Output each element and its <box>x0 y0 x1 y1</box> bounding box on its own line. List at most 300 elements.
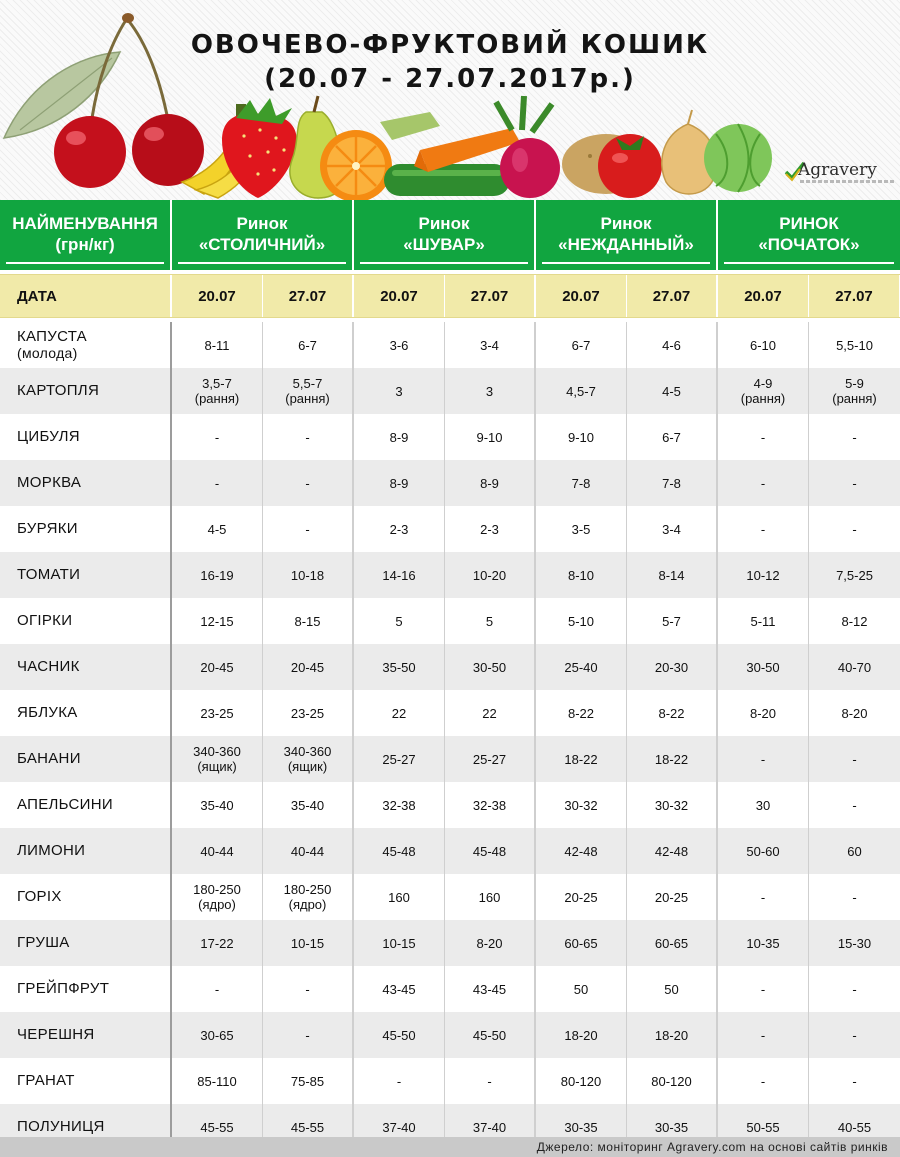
price-value: 5,5-10 <box>836 337 873 353</box>
date-cell: 27.07 <box>445 275 536 317</box>
price-value: 23-25 <box>290 705 325 721</box>
price-cell <box>263 460 354 506</box>
table-row <box>0 506 900 552</box>
price-cell <box>627 322 718 368</box>
price-value: 340-360 <box>283 744 332 759</box>
price-cell <box>445 322 536 368</box>
price-value: 20-25 <box>654 889 689 905</box>
price-cell <box>172 920 263 966</box>
price-value: 20-25 <box>564 889 598 905</box>
price-value: 45-55 <box>200 1119 234 1135</box>
price-cell <box>627 828 718 874</box>
price-cell <box>536 460 627 506</box>
price-value: 20-45 <box>290 659 325 675</box>
price-cell <box>172 1058 263 1104</box>
price-value: 60-65 <box>654 935 689 951</box>
price-value: - <box>214 429 220 445</box>
price-value: 3,5-7 <box>202 376 232 391</box>
price-value: 75-85 <box>290 1073 325 1089</box>
price-cell <box>445 460 536 506</box>
product-name <box>0 690 172 736</box>
price-cell <box>354 966 445 1012</box>
price-value: 10-15 <box>382 935 416 951</box>
price-cell <box>718 598 809 644</box>
price-value: 18-20 <box>564 1027 598 1043</box>
beet-icon <box>496 96 560 198</box>
product-name-text: ТОМАТИ <box>17 566 81 583</box>
price-value: 42-48 <box>654 843 689 859</box>
date-row <box>0 274 900 318</box>
price-cell <box>263 368 354 414</box>
page-title <box>0 28 900 96</box>
price-cell <box>445 598 536 644</box>
price-value: 12-15 <box>200 613 234 629</box>
price-cell <box>718 644 809 690</box>
product-name <box>0 414 172 460</box>
table-row <box>0 1012 900 1058</box>
price-cell <box>172 368 263 414</box>
price-cell <box>172 782 263 828</box>
price-cell <box>172 736 263 782</box>
price-value: 80-120 <box>651 1073 692 1089</box>
source-footer: Джерело: моніторинг Agravery.com на основі сайтів ринків <box>0 1137 900 1157</box>
price-value: 3 <box>395 383 403 399</box>
price-value: - <box>852 1027 857 1043</box>
price-value: - <box>852 429 857 445</box>
market-header-pochatok: РИНОК «ПОЧАТОК» <box>718 200 900 270</box>
price-value: 6-10 <box>749 337 777 353</box>
product-name-note: (молода) <box>17 345 78 361</box>
price-value: - <box>852 797 857 813</box>
price-cell <box>809 598 900 644</box>
product-name-text: ПОЛУНИЦЯ <box>17 1118 105 1135</box>
price-cell <box>627 690 718 736</box>
price-value: 8-9 <box>389 475 409 491</box>
price-value: - <box>852 475 857 491</box>
price-value: 3-4 <box>662 521 681 537</box>
table-row <box>0 552 900 598</box>
table-row <box>0 966 900 1012</box>
price-cell <box>536 598 627 644</box>
product-name <box>0 598 172 644</box>
price-value: 3-6 <box>389 337 409 353</box>
price-value: 16-19 <box>200 567 234 583</box>
price-value: - <box>852 1073 857 1089</box>
product-name-text: ГРЕЙПФРУТ <box>17 980 110 997</box>
price-value: 50-60 <box>746 843 780 859</box>
price-value: - <box>487 1073 492 1089</box>
price-value: 7-8 <box>571 475 591 491</box>
price-value: 30 <box>755 797 771 813</box>
price-cell <box>809 1012 900 1058</box>
price-cell <box>809 782 900 828</box>
price-cell <box>809 966 900 1012</box>
price-value: 8-20 <box>749 705 777 721</box>
price-cell <box>263 506 354 552</box>
price-value: - <box>214 475 220 491</box>
price-value: 15-30 <box>837 935 872 951</box>
price-value: 30-50 <box>472 659 507 675</box>
price-cell <box>445 552 536 598</box>
price-cell <box>172 552 263 598</box>
price-value: 5-7 <box>662 613 681 629</box>
price-value: 42-48 <box>564 843 598 859</box>
price-value: 6-7 <box>298 337 317 353</box>
price-value: 10-35 <box>746 935 780 951</box>
price-cell <box>627 506 718 552</box>
price-value: 4-5 <box>207 521 227 537</box>
table-row <box>0 690 900 736</box>
price-note: (ядро) <box>288 897 327 912</box>
price-value: 80-120 <box>560 1073 602 1089</box>
price-cell <box>445 920 536 966</box>
price-cell <box>809 736 900 782</box>
price-cell <box>445 1058 536 1104</box>
price-cell <box>627 1058 718 1104</box>
price-cell <box>809 552 900 598</box>
price-cell <box>354 414 445 460</box>
price-value: - <box>305 429 310 445</box>
price-value: 43-45 <box>382 981 416 997</box>
price-value: 2-3 <box>389 521 409 537</box>
product-name-text: ЛИМОНИ <box>17 842 86 859</box>
price-cell <box>809 460 900 506</box>
price-value: 3-5 <box>571 521 591 537</box>
price-cell <box>445 690 536 736</box>
price-cell <box>263 782 354 828</box>
price-cell <box>354 1012 445 1058</box>
price-cell <box>627 552 718 598</box>
price-cell <box>536 414 627 460</box>
price-cell <box>627 1012 718 1058</box>
price-cell <box>172 690 263 736</box>
product-name <box>0 1058 172 1104</box>
price-cell <box>445 736 536 782</box>
price-cell <box>718 920 809 966</box>
price-cell <box>627 966 718 1012</box>
price-cell <box>809 828 900 874</box>
price-note: (рання) <box>285 391 330 406</box>
price-cell <box>263 1012 354 1058</box>
product-name-text: БУРЯКИ <box>17 520 78 537</box>
product-name-text: ГОРІХ <box>17 888 62 905</box>
price-cell <box>627 736 718 782</box>
price-cell <box>354 828 445 874</box>
price-value: 4-6 <box>662 337 681 353</box>
price-cell <box>172 322 263 368</box>
header-banner <box>0 0 900 200</box>
price-value: 8-9 <box>480 475 499 491</box>
price-cell <box>809 1058 900 1104</box>
product-name <box>0 966 172 1012</box>
price-value: 85-110 <box>197 1073 237 1089</box>
price-cell <box>445 368 536 414</box>
price-cell <box>718 966 809 1012</box>
price-cell <box>354 598 445 644</box>
price-value: 8-22 <box>567 705 595 721</box>
price-value: 30-35 <box>654 1119 689 1135</box>
market-header-shuvar: Ринок «ШУВАР» <box>354 200 536 270</box>
price-cell <box>536 552 627 598</box>
price-value: 160 <box>388 889 410 905</box>
date-cell: 20.07 <box>718 275 809 317</box>
price-value: 45-48 <box>472 843 507 859</box>
price-value: 45-55 <box>290 1119 325 1135</box>
price-cell <box>809 322 900 368</box>
price-value: 45-48 <box>382 843 416 859</box>
price-value: 160 <box>478 889 501 905</box>
price-value: 43-45 <box>472 981 507 997</box>
price-cell <box>536 1058 627 1104</box>
date-label: ДАТА <box>0 275 172 317</box>
product-name-text: БАНАНИ <box>17 750 81 767</box>
price-cell <box>718 552 809 598</box>
price-value: - <box>852 521 857 537</box>
price-cell <box>536 368 627 414</box>
price-note: (рання) <box>194 391 240 406</box>
price-cell <box>445 874 536 920</box>
price-cell <box>263 966 354 1012</box>
price-value: - <box>760 475 766 491</box>
price-value: - <box>396 1073 402 1089</box>
price-value: 45-50 <box>382 1027 416 1043</box>
price-value: 25-40 <box>564 659 598 675</box>
price-value: 40-55 <box>837 1119 872 1135</box>
price-value: 10-15 <box>290 935 325 951</box>
price-value: 4-5 <box>662 383 681 399</box>
price-value: 8-20 <box>476 935 503 951</box>
price-cell <box>718 368 809 414</box>
price-cell <box>536 1012 627 1058</box>
title-line-2: (20.07 - 27.07.2017р.) <box>264 64 636 94</box>
price-value: 5-11 <box>750 613 776 629</box>
price-cell <box>354 368 445 414</box>
price-value: 8-9 <box>389 429 409 445</box>
price-note: (рання) <box>832 391 877 406</box>
price-value: 20-30 <box>654 659 689 675</box>
price-value: - <box>760 429 766 445</box>
price-value: 30-32 <box>564 797 598 813</box>
price-cell <box>718 690 809 736</box>
product-name <box>0 552 172 598</box>
product-name <box>0 874 172 920</box>
price-cell <box>354 1058 445 1104</box>
table-row <box>0 322 900 368</box>
tomato-icon <box>598 134 662 198</box>
date-cell: 27.07 <box>809 275 900 317</box>
price-cell <box>718 506 809 552</box>
price-note: (ядро) <box>198 897 236 912</box>
price-value: 340-360 <box>193 744 241 759</box>
price-value: - <box>852 889 857 905</box>
price-value: 8-22 <box>658 705 685 721</box>
price-cell <box>445 644 536 690</box>
price-value: 50 <box>573 981 589 997</box>
price-value: 30-35 <box>564 1119 598 1135</box>
product-name-text: ЧАСНИК <box>17 658 80 675</box>
product-name <box>0 368 172 414</box>
price-value: 32-38 <box>472 797 507 813</box>
table-row <box>0 828 900 874</box>
table-body <box>0 322 900 1150</box>
product-name-text: МОРКВА <box>17 474 82 491</box>
cabbage-icon <box>704 124 772 192</box>
product-name <box>0 460 172 506</box>
price-value: 35-40 <box>200 797 234 813</box>
price-value: - <box>305 981 310 997</box>
price-value: 18-22 <box>564 751 598 767</box>
price-cell <box>445 506 536 552</box>
price-value: 180-250 <box>283 882 332 897</box>
price-cell <box>263 414 354 460</box>
product-name <box>0 1012 172 1058</box>
price-cell <box>809 690 900 736</box>
price-value: - <box>760 981 766 997</box>
product-name-text: ОГІРКИ <box>17 612 73 629</box>
table-row <box>0 460 900 506</box>
date-cell: 20.07 <box>354 275 445 317</box>
price-cell <box>263 1058 354 1104</box>
price-value: 60 <box>847 843 862 859</box>
market-header-nezhdannyi: Ринок «НЕЖДАННЫЙ» <box>536 200 718 270</box>
price-cell <box>536 966 627 1012</box>
price-value: - <box>760 751 766 767</box>
price-cell <box>263 736 354 782</box>
price-cell <box>809 506 900 552</box>
price-value: 37-40 <box>472 1119 507 1135</box>
price-cell <box>718 1012 809 1058</box>
logo-tagline-decoration <box>800 180 894 183</box>
orange-icon <box>320 130 392 200</box>
price-value: 4,5-7 <box>566 383 596 399</box>
price-value: 2-3 <box>480 521 499 537</box>
price-cell <box>627 874 718 920</box>
price-cell <box>172 966 263 1012</box>
price-cell <box>354 874 445 920</box>
price-value: 10-20 <box>472 567 507 583</box>
price-value: 8-11 <box>204 337 230 353</box>
price-cell <box>809 414 900 460</box>
price-value: 23-25 <box>200 705 234 721</box>
product-name <box>0 506 172 552</box>
price-cell <box>354 322 445 368</box>
price-cell <box>718 322 809 368</box>
price-value: 9-10 <box>567 429 595 445</box>
price-cell <box>809 920 900 966</box>
price-value: 17-22 <box>200 935 234 951</box>
price-cell <box>172 874 263 920</box>
price-value: 25-27 <box>382 751 416 767</box>
price-cell <box>627 368 718 414</box>
price-table <box>0 200 900 1150</box>
price-value: 5-10 <box>567 613 595 629</box>
price-value: - <box>760 1027 766 1043</box>
name-column-header: НАЙМЕНУВАННЯ (грн/кг) <box>0 200 172 270</box>
table-row <box>0 414 900 460</box>
price-cell <box>263 828 354 874</box>
price-value: 45-50 <box>472 1027 507 1043</box>
price-note: (ящик) <box>197 759 237 774</box>
price-cell <box>627 598 718 644</box>
price-value: 22 <box>482 705 497 721</box>
price-cell <box>809 644 900 690</box>
price-cell <box>263 690 354 736</box>
table-row <box>0 782 900 828</box>
price-cell <box>445 1012 536 1058</box>
price-cell <box>172 414 263 460</box>
price-value: 30-50 <box>746 659 780 675</box>
price-cell <box>718 1058 809 1104</box>
price-cell <box>445 782 536 828</box>
price-cell <box>172 828 263 874</box>
price-cell <box>627 414 718 460</box>
price-value: 3-4 <box>480 337 499 353</box>
date-cell: 20.07 <box>536 275 627 317</box>
price-value: 37-40 <box>382 1119 416 1135</box>
price-value: - <box>852 981 857 997</box>
price-value: 5-9 <box>845 376 864 391</box>
price-value: 30-65 <box>200 1027 234 1043</box>
price-value: 60-65 <box>564 935 598 951</box>
price-value: 22 <box>391 705 407 721</box>
price-cell <box>172 598 263 644</box>
price-value: 8-12 <box>841 613 868 629</box>
price-value: 6-7 <box>571 337 591 353</box>
price-value: 7-8 <box>662 475 681 491</box>
product-name <box>0 828 172 874</box>
table-row <box>0 644 900 690</box>
table-header-row <box>0 200 900 270</box>
price-cell <box>263 552 354 598</box>
price-value: - <box>305 1027 310 1043</box>
product-name-text: ГРУША <box>17 934 70 951</box>
price-cell <box>354 920 445 966</box>
price-value: 18-20 <box>654 1027 689 1043</box>
price-value: - <box>305 521 310 537</box>
price-value: 5 <box>395 613 403 629</box>
table-row <box>0 368 900 414</box>
price-cell <box>263 874 354 920</box>
table-row <box>0 598 900 644</box>
price-cell <box>172 460 263 506</box>
price-note: (рання) <box>740 391 786 406</box>
product-name <box>0 782 172 828</box>
price-cell <box>354 644 445 690</box>
price-value: 14-16 <box>382 567 416 583</box>
price-value: 35-40 <box>290 797 325 813</box>
product-name-text: ЦИБУЛЯ <box>17 428 80 445</box>
price-cell <box>263 598 354 644</box>
price-value: 40-70 <box>837 659 872 675</box>
price-value: 8-10 <box>567 567 595 583</box>
price-value: - <box>305 475 310 491</box>
price-value: 25-27 <box>472 751 507 767</box>
price-value: 5,5-7 <box>292 376 323 391</box>
price-value: 40-44 <box>200 843 234 859</box>
price-value: 50-55 <box>746 1119 780 1135</box>
price-value: 180-250 <box>193 882 241 897</box>
product-name-text: ЯБЛУКА <box>17 704 78 721</box>
price-value: - <box>852 751 857 767</box>
table-row <box>0 920 900 966</box>
price-cell <box>718 736 809 782</box>
price-value: 10-18 <box>290 567 325 583</box>
agravery-logo <box>784 158 896 188</box>
price-value: 40-44 <box>290 843 325 859</box>
price-cell <box>354 552 445 598</box>
price-cell <box>445 828 536 874</box>
price-value: 10-12 <box>746 567 780 583</box>
